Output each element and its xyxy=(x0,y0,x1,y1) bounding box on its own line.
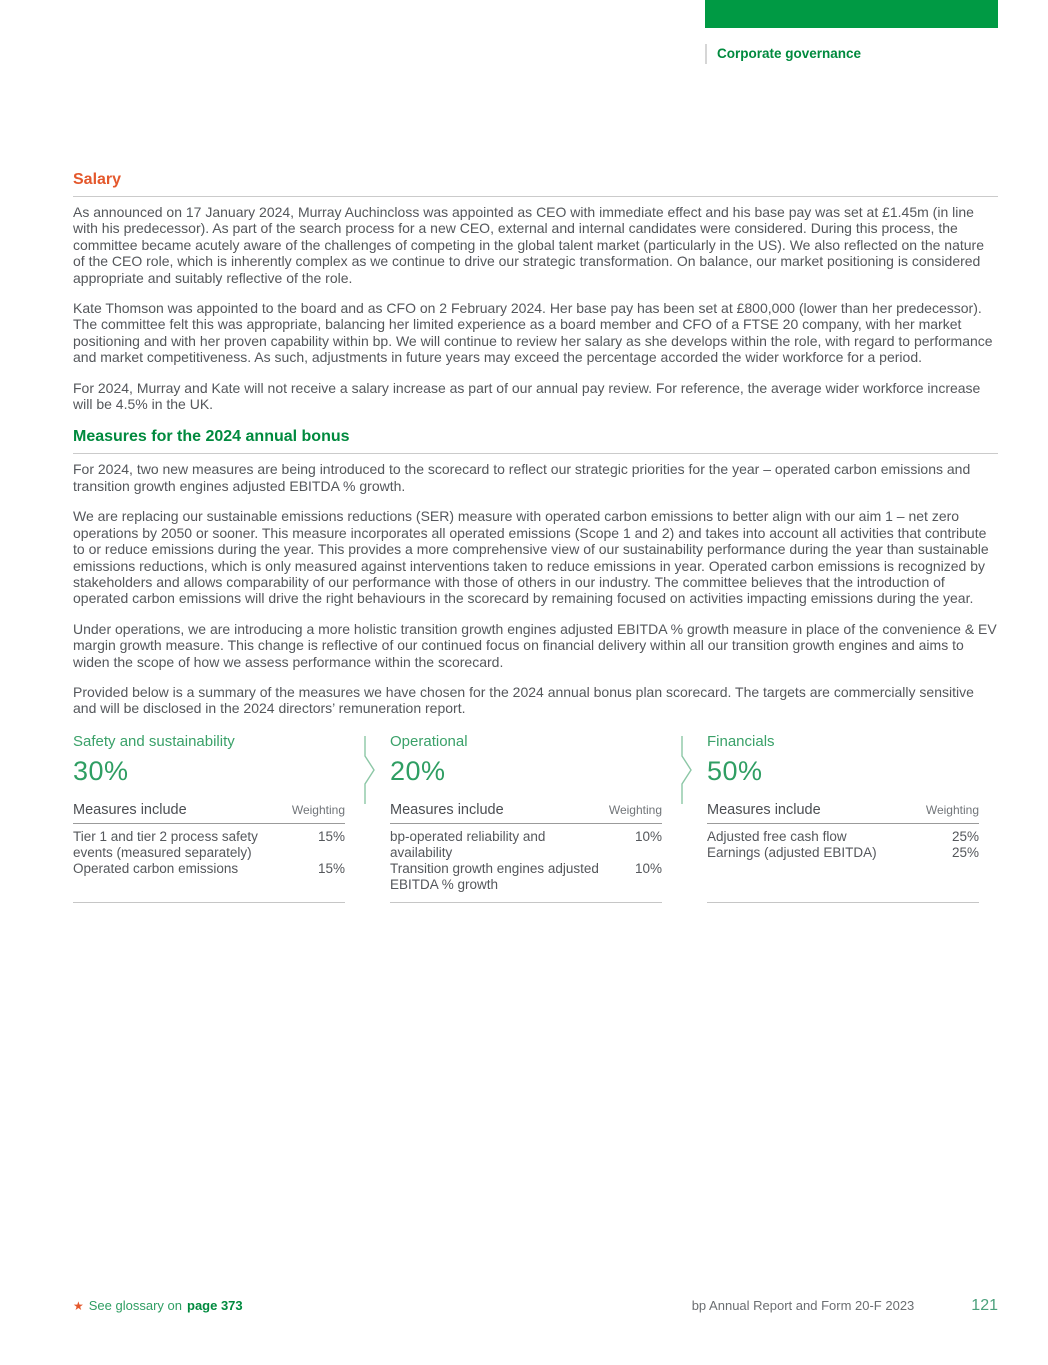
table-row xyxy=(390,829,662,861)
footer-right xyxy=(692,1297,998,1315)
salary-paragraph: Kate Thomson was appointed to the board and as CFO on 2 February 2024. Her base pay has been set at £800,000 (lower than her predecessor). The committee felt this was appropriate, balancing her limited experience as a board member and CFO of a FTSE 20 company, with her market positioning and with her proven capability within bp. We will continue to review her salary as she develops within the role, with regard to performance and market competitiveness. As such, adjustments in future years may exceed the percentage accorded the wider workforce for a period. xyxy=(73,300,993,366)
table-row xyxy=(73,861,345,877)
measure-name: Earnings (adjusted EBITDA) xyxy=(707,844,877,860)
chevron-separator-icon xyxy=(345,736,390,804)
glossary-text: See glossary on xyxy=(88,1298,182,1313)
measures-paragraph: Under operations, we are introducing a more holistic transition growth engines adjusted EBITDA % growth measure in place of the convenience & EV margin growth measure. This change is reflective of our continued focus on financial delivery within all our transition growth engines and aims to widen the scope of how we assess performance within the scorecard. xyxy=(73,620,997,670)
weighting-label: Weighting xyxy=(291,802,345,817)
chevron-separator-icon xyxy=(662,736,707,804)
measures-table-body xyxy=(390,824,662,903)
measures-include-label: Measures include xyxy=(390,801,504,818)
measure-weighting: 15% xyxy=(317,861,345,877)
page-content xyxy=(73,171,998,903)
measures-table-header xyxy=(707,802,979,824)
salary-heading: Salary xyxy=(73,171,998,197)
salary-paragraph: For 2024, Murray and Kate will not receive a salary increase as part of our annual pay review. For reference, the average wider workforce increase will be 4.5% in the UK. xyxy=(73,379,981,413)
bonus-scorecard xyxy=(73,733,998,903)
scorecard-column-financials xyxy=(707,733,979,903)
page-number: 121 xyxy=(971,1297,998,1314)
measure-name: Adjusted free cash flow xyxy=(707,828,847,844)
category-weight: 30% xyxy=(73,755,129,786)
measures-paragraph: Provided below is a summary of the measures we have chosen for the 2024 annual bonus plan scorecard. The targets are commercially sensitive and will be disclosed in the 2024 directors’ remuneration report. xyxy=(73,683,974,717)
measures-paragraph: We are replacing our sustainable emissions reductions (SER) measure with operated carbon emissions to better align with our aim 1 – net zero operations by 2050 or sooner. This measure incorporates all operated emissions (Scope 1 and 2) and takes into account all activities that contribute to or reduce emissions during the year. This provides a more comprehensive view of our sustainability performance during the year than sustainable emissions reductions, which is only measured against interventions taken to reduce emissions in year. Operated carbon emissions is recognized by stakeholders and allows comparability of our performance with those of others in our industry. The committee believes that the introduction of operated carbon emissions will drive the right behaviours in the scorecard by remaining focused on activities impacting emissions during the year. xyxy=(73,508,989,607)
measures-include-label: Measures include xyxy=(707,801,821,818)
measures-heading: Measures for the 2024 annual bonus xyxy=(73,428,998,454)
category-label: Operational xyxy=(390,732,468,750)
table-row xyxy=(73,829,345,861)
scorecard-column-safety xyxy=(73,733,345,903)
measures-include-label: Measures include xyxy=(73,801,187,818)
salary-paragraph: As announced on 17 January 2024, Murray Auchincloss was appointed as CEO with immediate effect and his base pay was set at £1.45m (in line with his predecessor). As part of the search process for a new CEO, external and internal candidates were considered. During this process, the committee became acutely aware of the challenges of competing in the global talent market (particularly in the US). We also reflected on the nature of the CEO role, which is inherently complex as we continue to drive our strategic transformation. On balance, our market positioning is considered appropriate and suitably reflective of the role. xyxy=(73,204,984,286)
category-weight: 50% xyxy=(707,755,763,786)
category-label: Financials xyxy=(707,732,775,750)
measures-paragraph: For 2024, two new measures are being introduced to the scorecard to reflect our strategic priorities for the year – operated carbon emissions and transition growth engines adjusted EBITDA % growth. xyxy=(73,461,971,494)
measure-weighting: 10% xyxy=(634,828,662,844)
running-header-section: Corporate governance xyxy=(705,44,861,64)
measure-weighting: 10% xyxy=(634,861,662,877)
report-title: bp Annual Report and Form 20-F 2023 xyxy=(691,1298,915,1313)
measure-name: bp-operated reliability and availability xyxy=(390,828,546,860)
measure-weighting: 25% xyxy=(951,828,979,844)
measure-name: Tier 1 and tier 2 process safety events (measured separately) xyxy=(73,828,258,860)
measure-weighting: 15% xyxy=(317,828,345,844)
measure-weighting: 25% xyxy=(951,844,979,860)
measures-table-body xyxy=(707,824,979,903)
header-green-bar xyxy=(705,0,998,28)
category-weight: 20% xyxy=(390,755,446,786)
glossary-note xyxy=(73,1298,243,1313)
table-row xyxy=(390,861,662,893)
measures-table-header xyxy=(390,802,662,824)
weighting-label: Weighting xyxy=(608,802,662,817)
table-row xyxy=(707,829,979,845)
page-footer xyxy=(73,1297,998,1315)
category-label: Safety and sustainability xyxy=(73,732,235,750)
star-icon: ★ xyxy=(73,1299,84,1313)
measures-table-header xyxy=(73,802,345,824)
measure-name: Transition growth engines adjusted EBITDA % growth xyxy=(390,861,599,893)
measures-table-body xyxy=(73,824,345,903)
measure-name: Operated carbon emissions xyxy=(73,861,239,877)
scorecard-column-operational xyxy=(390,733,662,903)
table-row xyxy=(707,845,979,861)
glossary-page-link[interactable]: page 373 xyxy=(187,1298,243,1313)
weighting-label: Weighting xyxy=(925,802,979,817)
